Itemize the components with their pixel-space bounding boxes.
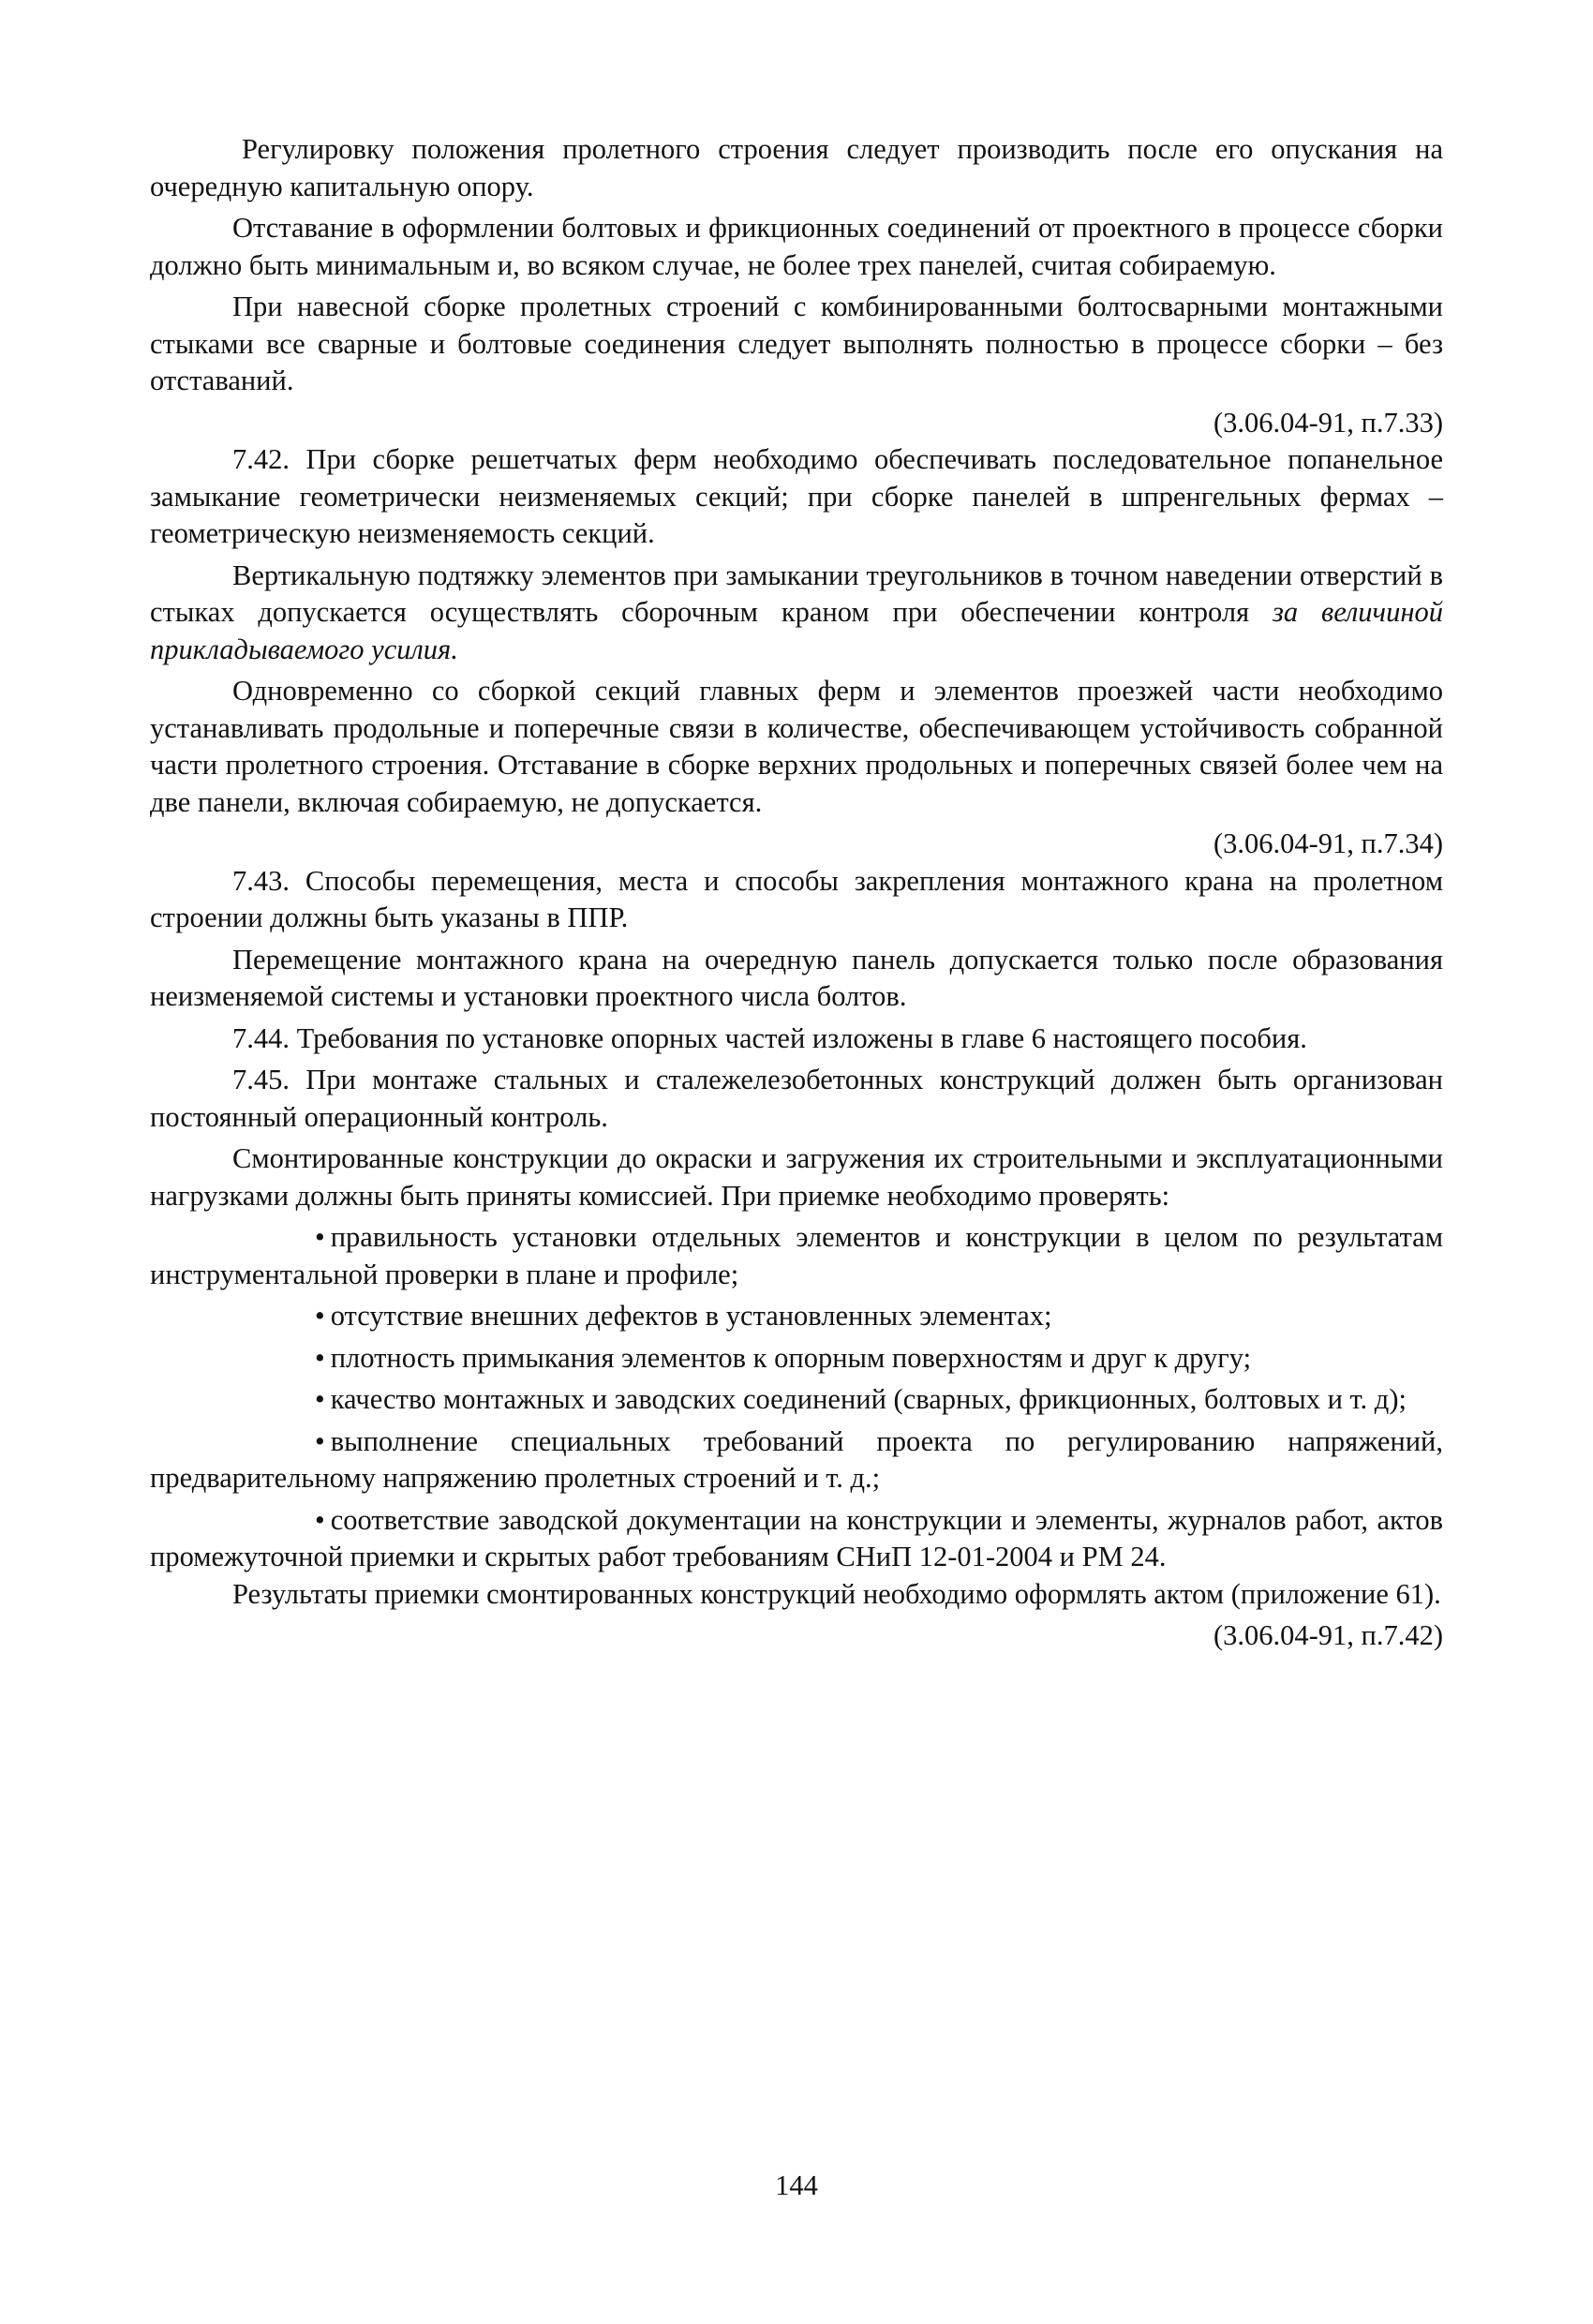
paragraph-742-vertical-pull <box>150 558 1443 669</box>
page-number: 144 <box>775 2169 818 2201</box>
bullet-icon: • <box>315 1221 325 1253</box>
reference-733: (3.06.04-91, п.7.33) <box>1213 406 1443 439</box>
list-item <box>150 1340 1443 1378</box>
bullet-icon: • <box>315 1424 325 1457</box>
list-item-text: выполнение специальных требований проекта по регулированию напряжений, предварительному напряжению пролетных строений и т. д.; <box>150 1424 1443 1494</box>
bullet-icon: • <box>315 1341 325 1374</box>
bullet-icon: • <box>315 1383 325 1415</box>
list-item-text: отсутствие внешних дефектов в установленных элементах; <box>330 1300 1052 1332</box>
list-item <box>150 1219 1443 1293</box>
list-item-text: правильность установки отдельных элементов и конструкции в целом по результатам инструментальной проверки в плане и профиле; <box>150 1221 1443 1290</box>
list-item <box>150 1381 1443 1419</box>
document-page <box>150 131 1443 1655</box>
paragraph-cantilever-assembly: При навесной сборке пролетных строений с комбинированными болтосварными монтажными стыками все сварные и болтовые соединения следует выполнять полностью в процессе сборки – без отставаний. <box>150 290 1443 396</box>
paragraph-742-bracing: Одновременно со сборкой секций главных ферм и элементов проезжей части необходимо устанавливать продольные и поперечные связи в количестве, обеспечивающем устойчивость собранной части пролетного строения. Отставание в сборке верхних продольных и поперечных связей более чем на две панели, включая собираемую, не допускается. <box>150 675 1443 818</box>
paragraph-regulation: Регулировку положения пролетного строения следует производить после его опускания на очередную капитальную опору. <box>150 133 1443 202</box>
paragraph-lag-bolting: Отставание в оформлении болтовых и фрикционных соединений от проектного в процессе сборки должно быть минимальным и, во всяком случае, не более трех панелей, считая собираемую. <box>150 212 1443 281</box>
paragraph-743-crane-move: Перемещение монтажного крана на очередную панель допускается только после образования неизменяемой системы и установки проектного числа болтов. <box>150 943 1443 1012</box>
bullet-icon: • <box>315 1300 325 1332</box>
list-item <box>150 1502 1443 1576</box>
list-item <box>150 1298 1443 1335</box>
paragraph-743-crane: 7.43. Способы перемещения, места и способы закрепления монтажного крана на пролетном строении должны быть указаны в ППР. <box>150 864 1443 933</box>
paragraph-744-bearings: 7.44. Требования по установке опорных частей изложены в главе 6 настоящего пособия. <box>232 1021 1307 1054</box>
paragraph-745-acceptance: Смонтированные конструкции до окраски и загружения их строительными и эксплуатационными нагрузками должны быть приняты комиссией. При приемке необходимо проверять: <box>150 1142 1443 1212</box>
list-item-text: соответствие заводской документации на конструкции и элементы, журналов работ, актов промежуточной приемки и скрытых работ требованиям СНиП 12-01-2004 и РМ 24. <box>150 1503 1443 1572</box>
vertical-pull-text: Вертикальную подтяжку элементов при замыкании треугольников в точном наведении отверстий в стыках допускается осуществлять сборочным краном при обеспечении контроля <box>150 559 1443 628</box>
paragraph-closing: Результаты приемки смонтированных конструкций необходимо оформлять актом (приложение 61). <box>232 1577 1441 1610</box>
list-item-text: качество монтажных и заводских соединений (сварных, фрикционных, болтовых и т. д); <box>330 1383 1407 1415</box>
list-item <box>150 1423 1443 1497</box>
reference-742: (3.06.04-91, п.7.42) <box>1213 1619 1443 1651</box>
paragraph-742-trusses: 7.42. При сборке решетчатых ферм необходимо обеспечивать последовательное попанельное замыкание геометрически неизменяемых секций; при сборке панелей в шпренгельных фермах – геометрическую неизменяемость секций. <box>150 443 1443 549</box>
paragraph-745-control: 7.45. При монтаже стальных и сталежелезобетонных конструкций должен быть организован постоянный операционный контроль. <box>150 1064 1443 1133</box>
bullet-icon: • <box>315 1503 325 1536</box>
vertical-pull-italic: за величиной прикладываемого усилия. <box>150 596 1443 665</box>
list-item-text: плотность примыкания элементов к опорным поверхностям и друг к другу; <box>330 1341 1252 1374</box>
reference-734: (3.06.04-91, п.7.34) <box>1213 827 1443 859</box>
